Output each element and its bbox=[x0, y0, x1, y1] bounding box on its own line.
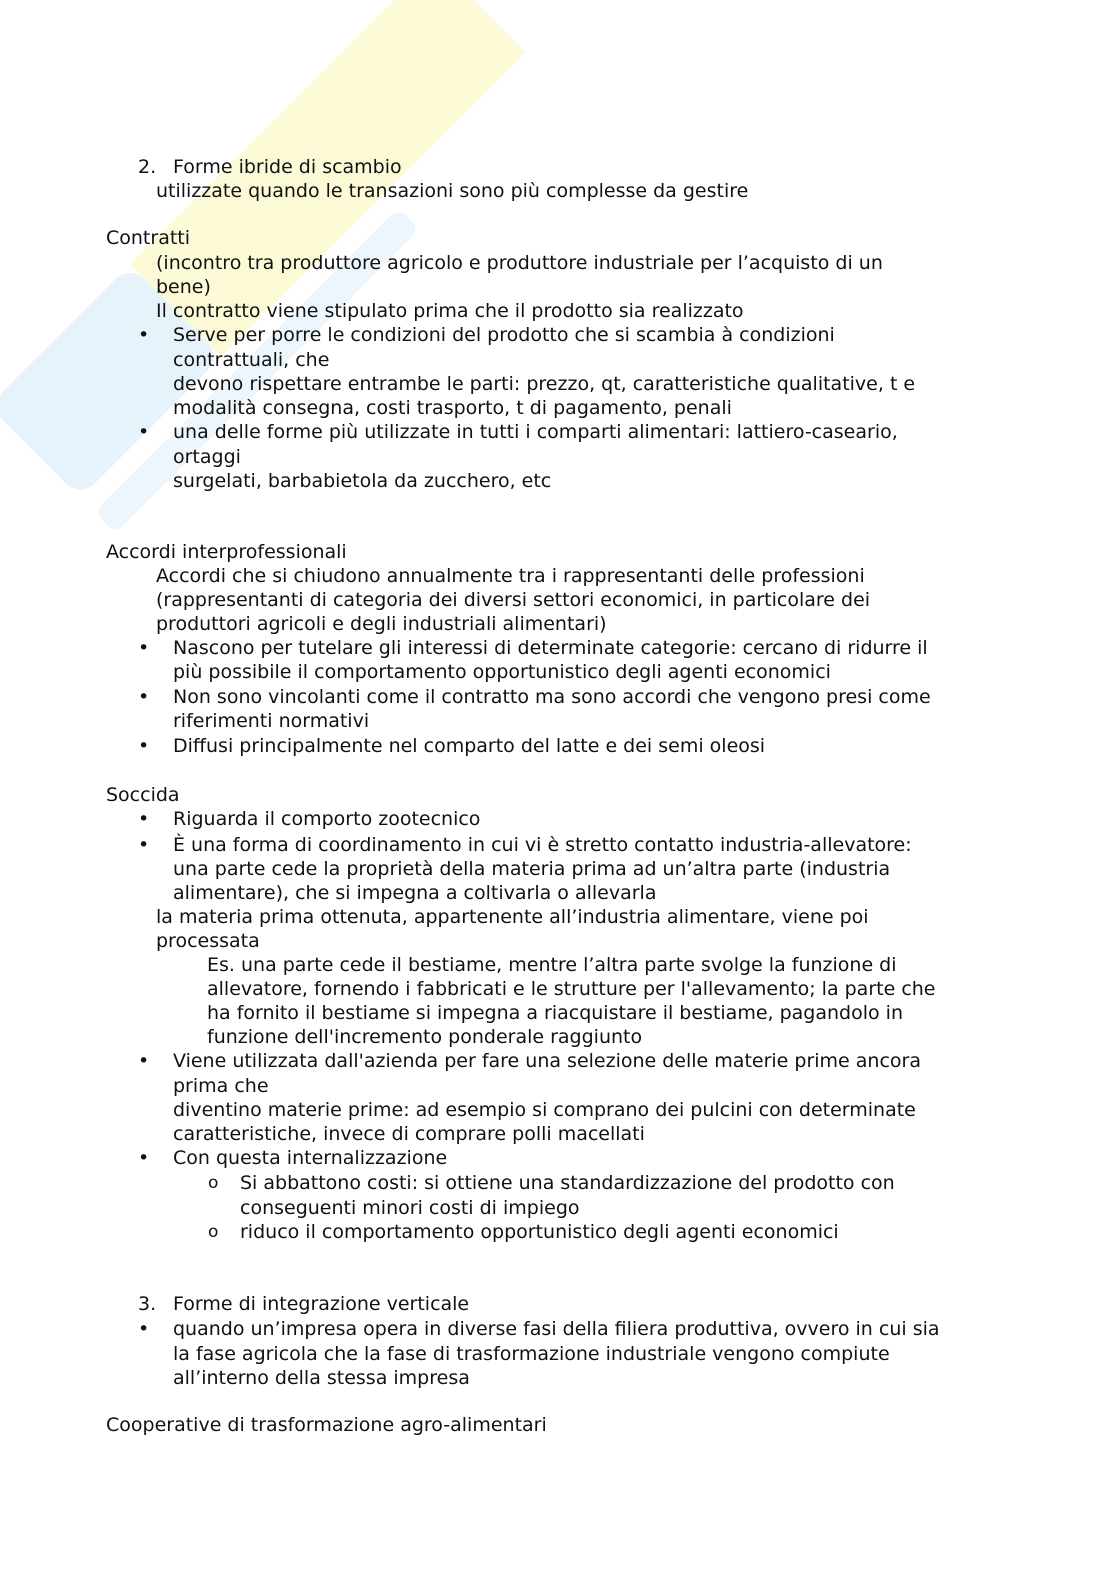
bullet-icon: • bbox=[138, 834, 150, 856]
section-description: utilizzate quando le transazioni sono più complesse da gestire bbox=[156, 180, 749, 202]
heading-soccida: Soccida bbox=[106, 784, 180, 806]
bullet-text: Non sono vincolanti come il contratto ma sono accordi che vengono presi come bbox=[173, 686, 931, 708]
bullet-text: contrattuali, che bbox=[173, 349, 330, 371]
list-number: 2. bbox=[138, 156, 157, 178]
bullet-icon: • bbox=[138, 686, 150, 708]
bullet-text: surgelati, barbabietola da zucchero, etc bbox=[173, 470, 552, 492]
bullet-text: Con questa internalizzazione bbox=[173, 1147, 448, 1169]
text-line: (rappresentanti di categoria dei diversi settori economici, in particolare dei bbox=[156, 589, 871, 611]
bullet-text: Riguarda il comporto zootecnico bbox=[173, 808, 481, 830]
example-line: funzione dell'incremento ponderale raggiunto bbox=[207, 1026, 643, 1048]
example-line: ha fornito il bestiame si impegna a riacquistare il bestiame, pagandolo in bbox=[207, 1002, 903, 1024]
text-line: produttori agricoli e degli industriali alimentari) bbox=[156, 613, 607, 635]
sub-bullet-icon: o bbox=[208, 1173, 219, 1193]
bullet-text: alimentare), che si impegna a coltivarla o allevarla bbox=[173, 882, 657, 904]
bullet-text: all’interno della stessa impresa bbox=[173, 1367, 470, 1389]
bullet-icon: • bbox=[138, 324, 150, 346]
section-title: Forme di integrazione verticale bbox=[173, 1293, 470, 1315]
heading-contratti: Contratti bbox=[106, 227, 191, 249]
example-line: Es. una parte cede il bestiame, mentre l’altra parte svolge la funzione di bbox=[207, 954, 897, 976]
bullet-text: devono rispettare entrambe le parti: prezzo, qt, caratteristiche qualitative, t e bbox=[173, 373, 916, 395]
bullet-text: una delle forme più utilizzate in tutti i comparti alimentari: lattiero-caseario, bbox=[173, 421, 898, 443]
bullet-text: modalità consegna, costi trasporto, t di pagamento, penali bbox=[173, 397, 732, 419]
text-line: Il contratto viene stipulato prima che il prodotto sia realizzato bbox=[156, 300, 744, 322]
bullet-icon: • bbox=[138, 1147, 150, 1169]
text-line: Accordi che si chiudono annualmente tra i rappresentanti delle professioni bbox=[156, 565, 865, 587]
example-line: allevatore, fornendo i fabbricati e le strutture per l'allevamento; la parte che bbox=[207, 978, 936, 1000]
bullet-text: riferimenti normativi bbox=[173, 710, 370, 732]
bullet-text: caratteristiche, invece di comprare polli macellati bbox=[173, 1123, 645, 1145]
heading-accordi: Accordi interprofessionali bbox=[106, 541, 347, 563]
sub-bullet-text: Si abbattono costi: si ottiene una standardizzazione del prodotto con bbox=[240, 1172, 895, 1194]
bullet-text: la fase agricola che la fase di trasformazione industriale vengono compiute bbox=[173, 1343, 890, 1365]
bullet-text: ortaggi bbox=[173, 446, 241, 468]
bullet-icon: • bbox=[138, 637, 150, 659]
bullet-icon: • bbox=[138, 808, 150, 830]
bullet-icon: • bbox=[138, 1318, 150, 1340]
bullet-text: più possibile il comportamento opportunistico degli agenti economici bbox=[173, 661, 831, 683]
bullet-icon: • bbox=[138, 421, 150, 443]
list-number: 3. bbox=[138, 1293, 157, 1315]
text-line: la materia prima ottenuta, appartenente all’industria alimentare, viene poi bbox=[156, 906, 869, 928]
text-line: bene) bbox=[156, 276, 211, 298]
bullet-text: Serve per porre le condizioni del prodotto che si scambia à condizioni bbox=[173, 324, 835, 346]
bullet-icon: • bbox=[138, 735, 150, 757]
bullet-text: prima che bbox=[173, 1075, 269, 1097]
sub-bullet-text: conseguenti minori costi di impiego bbox=[240, 1197, 580, 1219]
bullet-text: quando un’impresa opera in diverse fasi della filiera produttiva, ovvero in cui sia bbox=[173, 1318, 940, 1340]
sub-bullet-icon: o bbox=[208, 1222, 219, 1242]
bullet-text: una parte cede la proprietà della materia prima ad un’altra parte (industria bbox=[173, 858, 891, 880]
section-title: Forme ibride di scambio bbox=[173, 156, 402, 178]
text-line: (incontro tra produttore agricolo e produttore industriale per l’acquisto di un bbox=[156, 252, 883, 274]
bullet-text: Viene utilizzata dall'azienda per fare una selezione delle materie prime ancora bbox=[173, 1050, 921, 1072]
sub-bullet-text: riduco il comportamento opportunistico degli agenti economici bbox=[240, 1221, 839, 1243]
heading-cooperative: Cooperative di trasformazione agro-alimentari bbox=[106, 1414, 547, 1436]
bullet-icon: • bbox=[138, 1050, 150, 1072]
bullet-text: Diffusi principalmente nel comparto del latte e dei semi oleosi bbox=[173, 735, 766, 757]
text-line: processata bbox=[156, 930, 260, 952]
bullet-text: diventino materie prime: ad esempio si comprano dei pulcini con determinate bbox=[173, 1099, 916, 1121]
bullet-text: È una forma di coordinamento in cui vi è stretto contatto industria-allevatore: bbox=[173, 834, 912, 856]
bullet-text: Nascono per tutelare gli interessi di determinate categorie: cercano di ridurre il bbox=[173, 637, 928, 659]
